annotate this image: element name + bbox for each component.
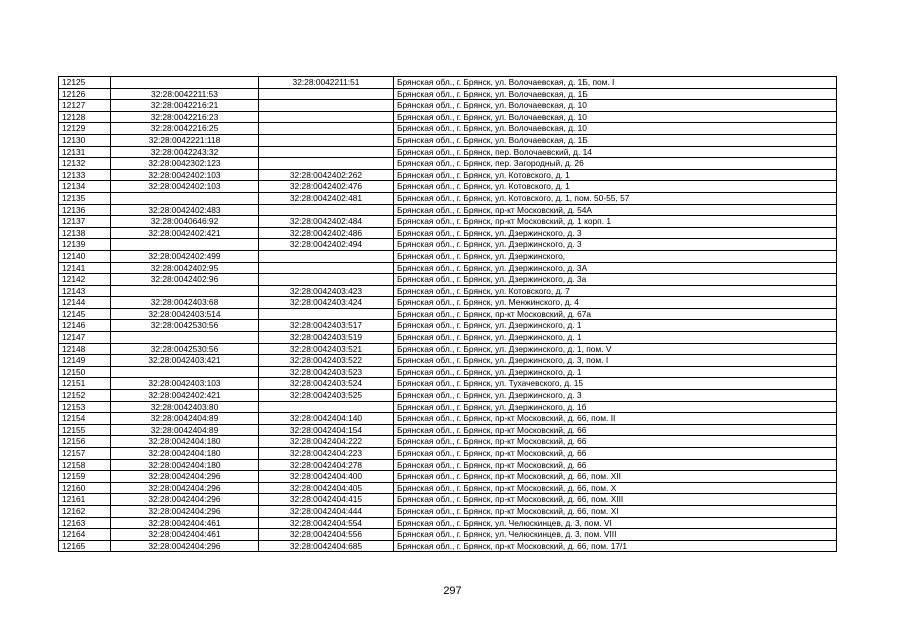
row-number-cell: 12151 [59,378,111,390]
building-cadastral-number-cell: 32:28:0042403:423 [259,285,394,297]
row-number-cell: 12154 [59,413,111,425]
building-cadastral-number-cell: 32:28:0042403:519 [259,332,394,344]
land-cadastral-number-cell [111,192,259,204]
land-cadastral-number-cell: 32:28:0042404:296 [111,494,259,506]
address-cell: Брянская обл., г. Брянск, ул. Дзержинского, [394,250,837,262]
table-row [59,192,837,204]
building-cadastral-number-cell: 32:28:0042404:405 [259,482,394,494]
land-cadastral-number-cell: 32:28:0040646:92 [111,216,259,228]
building-cadastral-number-cell [259,88,394,100]
building-cadastral-number-cell: 32:28:0042404:415 [259,494,394,506]
building-cadastral-number-cell: 32:28:0042404:154 [259,424,394,436]
address-cell: Брянская обл., г. Брянск, пр-кт Московский, д. 66, пом. XI [394,505,837,517]
table-row [59,343,837,355]
building-cadastral-number-cell [259,158,394,170]
land-cadastral-number-cell [111,285,259,297]
building-cadastral-number-cell: 32:28:0042404:556 [259,529,394,541]
address-cell: Брянская обл., г. Брянск, ул. Волочаевская, д. 1Б, пом. I [394,77,837,89]
building-cadastral-number-cell: 32:28:0042403:522 [259,355,394,367]
address-cell: Брянская обл., г. Брянск, ул. Дзержинского, д. 1 [394,366,837,378]
address-cell: Брянская обл., г. Брянск, пр-кт Московский, д. 67а [394,308,837,320]
address-cell: Брянская обл., г. Брянск, пр-кт Московский, д. 66 [394,436,837,448]
land-cadastral-number-cell: 32:28:0042404:180 [111,459,259,471]
address-cell: Брянская обл., г. Брянск, ул. Котовского, д. 1 [394,181,837,193]
land-cadastral-number-cell [111,332,259,344]
row-number-cell: 12134 [59,181,111,193]
table-row [59,285,837,297]
address-cell: Брянская обл., г. Брянск, пр-кт Московский, д. 66, пом. II [394,413,837,425]
table-row [59,216,837,228]
table-row [59,401,837,413]
table-row [59,448,837,460]
address-cell: Брянская обл., г. Брянск, пер. Загородный, д. 26 [394,158,837,170]
row-number-cell: 12138 [59,227,111,239]
land-cadastral-number-cell: 32:28:0042402:103 [111,181,259,193]
table-row [59,471,837,483]
address-cell: Брянская обл., г. Брянск, ул. Котовского, д. 7 [394,285,837,297]
row-number-cell: 12152 [59,390,111,402]
building-cadastral-number-cell: 32:28:0042404:278 [259,459,394,471]
row-number-cell: 12142 [59,274,111,286]
building-cadastral-number-cell [259,274,394,286]
table-row [59,158,837,170]
row-number-cell: 12158 [59,459,111,471]
land-cadastral-number-cell [111,239,259,251]
row-number-cell: 12153 [59,401,111,413]
land-cadastral-number-cell: 32:28:0042402:421 [111,227,259,239]
registry-table-body [59,77,837,552]
row-number-cell: 12149 [59,355,111,367]
land-cadastral-number-cell: 32:28:0042404:461 [111,517,259,529]
building-cadastral-number-cell: 32:28:0042403:517 [259,320,394,332]
land-cadastral-number-cell: 32:28:0042404:296 [111,540,259,552]
building-cadastral-number-cell [259,134,394,146]
table-row [59,540,837,552]
row-number-cell: 12163 [59,517,111,529]
land-cadastral-number-cell [111,366,259,378]
table-row [59,274,837,286]
land-cadastral-number-cell: 32:28:0042221:118 [111,134,259,146]
address-cell: Брянская обл., г. Брянск, ул. Дзержинского, д. 3, пом. I [394,355,837,367]
building-cadastral-number-cell [259,401,394,413]
building-cadastral-number-cell: 32:28:0042404:222 [259,436,394,448]
land-cadastral-number-cell: 32:28:0042404:180 [111,448,259,460]
address-cell: Брянская обл., г. Брянск, ул. Дзержинского, д. 3 [394,227,837,239]
table-row [59,262,837,274]
row-number-cell: 12139 [59,239,111,251]
table-row [59,390,837,402]
building-cadastral-number-cell: 32:28:0042404:400 [259,471,394,483]
land-cadastral-number-cell: 32:28:0042402:499 [111,250,259,262]
land-cadastral-number-cell: 32:28:0042404:89 [111,413,259,425]
row-number-cell: 12136 [59,204,111,216]
building-cadastral-number-cell [259,262,394,274]
land-cadastral-number-cell: 32:28:0042404:296 [111,505,259,517]
row-number-cell: 12162 [59,505,111,517]
row-number-cell: 12159 [59,471,111,483]
address-cell: Брянская обл., г. Брянск, пр-кт Московский, д. 66, пом. XII [394,471,837,483]
row-number-cell: 12145 [59,308,111,320]
row-number-cell: 12141 [59,262,111,274]
address-cell: Брянская обл., г. Брянск, ул. Челюскинцев, д. 3, пом. VIII [394,529,837,541]
building-cadastral-number-cell: 32:28:0042402:481 [259,192,394,204]
building-cadastral-number-cell: 32:28:0042403:424 [259,297,394,309]
land-cadastral-number-cell: 32:28:0042404:461 [111,529,259,541]
row-number-cell: 12127 [59,100,111,112]
address-cell: Брянская обл., г. Брянск, ул. Челюскинцев, д. 3, пом. VI [394,517,837,529]
row-number-cell: 12125 [59,77,111,89]
land-cadastral-number-cell [111,77,259,89]
land-cadastral-number-cell: 32:28:0042404:89 [111,424,259,436]
row-number-cell: 12131 [59,146,111,158]
table-row [59,181,837,193]
address-cell: Брянская обл., г. Брянск, пр-кт Московский, д. 66, пом. X [394,482,837,494]
row-number-cell: 12147 [59,332,111,344]
table-row [59,308,837,320]
land-cadastral-number-cell: 32:28:0042402:483 [111,204,259,216]
building-cadastral-number-cell: 32:28:0042402:486 [259,227,394,239]
table-row [59,424,837,436]
address-cell: Брянская обл., г. Брянск, пр-кт Московский, д. 66, пом. 17/1 [394,540,837,552]
row-number-cell: 12129 [59,123,111,135]
address-cell: Брянская обл., г. Брянск, пр-кт Московский, д. 66 [394,424,837,436]
address-cell: Брянская обл., г. Брянск, ул. Дзержинского, д. 3а [394,274,837,286]
table-row [59,378,837,390]
land-cadastral-number-cell: 32:28:0042402:95 [111,262,259,274]
building-cadastral-number-cell: 32:28:0042404:223 [259,448,394,460]
row-number-cell: 12143 [59,285,111,297]
address-cell: Брянская обл., г. Брянск, пр-кт Московский, д. 66, пом. XIII [394,494,837,506]
address-cell: Брянская обл., г. Брянск, ул. Дзержинского, д. 1б [394,401,837,413]
row-number-cell: 12165 [59,540,111,552]
property-registry-table [58,76,837,552]
address-cell: Брянская обл., г. Брянск, ул. Волочаевская, д. 1Б [394,134,837,146]
table-row [59,111,837,123]
table-row [59,227,837,239]
table-row [59,436,837,448]
address-cell: Брянская обл., г. Брянск, ул. Дзержинского, д. 3 [394,239,837,251]
land-cadastral-number-cell: 32:28:0042216:23 [111,111,259,123]
building-cadastral-number-cell: 32:28:0042403:525 [259,390,394,402]
table-row [59,482,837,494]
row-number-cell: 12140 [59,250,111,262]
row-number-cell: 12161 [59,494,111,506]
land-cadastral-number-cell: 32:28:0042403:103 [111,378,259,390]
building-cadastral-number-cell: 32:28:0042403:523 [259,366,394,378]
land-cadastral-number-cell: 32:28:0042216:25 [111,123,259,135]
row-number-cell: 12137 [59,216,111,228]
building-cadastral-number-cell: 32:28:0042404:554 [259,517,394,529]
address-cell: Брянская обл., г. Брянск, ул. Дзержинского, д. 3 [394,390,837,402]
table-row [59,100,837,112]
land-cadastral-number-cell: 32:28:0042403:421 [111,355,259,367]
building-cadastral-number-cell: 32:28:0042403:524 [259,378,394,390]
table-row [59,250,837,262]
row-number-cell: 12160 [59,482,111,494]
address-cell: Брянская обл., г. Брянск, пер. Волочаевский, д. 14 [394,146,837,158]
address-cell: Брянская обл., г. Брянск, ул. Дзержинского, д. 1 [394,332,837,344]
building-cadastral-number-cell: 32:28:0042404:685 [259,540,394,552]
table-row [59,239,837,251]
table-row [59,529,837,541]
page-number: 297 [443,585,462,597]
building-cadastral-number-cell: 32:28:0042402:484 [259,216,394,228]
building-cadastral-number-cell: 32:28:0042402:262 [259,169,394,181]
land-cadastral-number-cell: 32:28:0042211:53 [111,88,259,100]
land-cadastral-number-cell: 32:28:0042402:421 [111,390,259,402]
address-cell: Брянская обл., г. Брянск, ул. Менжинского, д. 4 [394,297,837,309]
table-row [59,88,837,100]
building-cadastral-number-cell [259,204,394,216]
address-cell: Брянская обл., г. Брянск, пр-кт Московский, д. 66 [394,459,837,471]
row-number-cell: 12144 [59,297,111,309]
address-cell: Брянская обл., г. Брянск, пр-кт Московский, д. 1 корп. 1 [394,216,837,228]
building-cadastral-number-cell: 32:28:0042402:476 [259,181,394,193]
building-cadastral-number-cell: 32:28:0042404:444 [259,505,394,517]
address-cell: Брянская обл., г. Брянск, ул. Волочаевская, д. 1Б [394,88,837,100]
building-cadastral-number-cell [259,111,394,123]
building-cadastral-number-cell [259,100,394,112]
table-row [59,169,837,181]
row-number-cell: 12148 [59,343,111,355]
address-cell: Брянская обл., г. Брянск, пр-кт Московский, д. 66 [394,448,837,460]
address-cell: Брянская обл., г. Брянск, ул. Волочаевская, д. 10 [394,111,837,123]
land-cadastral-number-cell: 32:28:0042404:296 [111,471,259,483]
land-cadastral-number-cell: 32:28:0042530:56 [111,343,259,355]
row-number-cell: 12126 [59,88,111,100]
building-cadastral-number-cell [259,250,394,262]
address-cell: Брянская обл., г. Брянск, пр-кт Московский, д. 54А [394,204,837,216]
table-row [59,77,837,89]
row-number-cell: 12150 [59,366,111,378]
building-cadastral-number-cell: 32:28:0042403:521 [259,343,394,355]
building-cadastral-number-cell: 32:28:0042404:140 [259,413,394,425]
land-cadastral-number-cell: 32:28:0042530:56 [111,320,259,332]
address-cell: Брянская обл., г. Брянск, ул. Дзержинского, д. 1, пом. V [394,343,837,355]
address-cell: Брянская обл., г. Брянск, ул. Дзержинского, д. 1 [394,320,837,332]
land-cadastral-number-cell: 32:28:0042404:296 [111,482,259,494]
address-cell: Брянская обл., г. Брянск, ул. Тухачевского, д. 15 [394,378,837,390]
address-cell: Брянская обл., г. Брянск, ул. Дзержинского, д. 3А [394,262,837,274]
table-row [59,123,837,135]
table-row [59,459,837,471]
address-cell: Брянская обл., г. Брянск, ул. Волочаевская, д. 10 [394,123,837,135]
row-number-cell: 12164 [59,529,111,541]
table-row [59,297,837,309]
table-row [59,204,837,216]
row-number-cell: 12157 [59,448,111,460]
row-number-cell: 12132 [59,158,111,170]
table-row [59,146,837,158]
address-cell: Брянская обл., г. Брянск, ул. Котовского, д. 1, пом. 50-55, 57 [394,192,837,204]
table-row [59,517,837,529]
building-cadastral-number-cell: 32:28:0042211:51 [259,77,394,89]
table-row [59,332,837,344]
building-cadastral-number-cell [259,146,394,158]
row-number-cell: 12135 [59,192,111,204]
table-row [59,355,837,367]
table-row [59,505,837,517]
building-cadastral-number-cell: 32:28:0042402:494 [259,239,394,251]
land-cadastral-number-cell: 32:28:0042403:80 [111,401,259,413]
table-row [59,494,837,506]
row-number-cell: 12130 [59,134,111,146]
row-number-cell: 12133 [59,169,111,181]
address-cell: Брянская обл., г. Брянск, ул. Волочаевская, д. 10 [394,100,837,112]
table-row [59,320,837,332]
land-cadastral-number-cell: 32:28:0042402:96 [111,274,259,286]
row-number-cell: 12156 [59,436,111,448]
table-row [59,366,837,378]
land-cadastral-number-cell: 32:28:0042403:514 [111,308,259,320]
table-row [59,413,837,425]
building-cadastral-number-cell [259,123,394,135]
land-cadastral-number-cell: 32:28:0042216:21 [111,100,259,112]
land-cadastral-number-cell: 32:28:0042403:68 [111,297,259,309]
building-cadastral-number-cell [259,308,394,320]
row-number-cell: 12128 [59,111,111,123]
land-cadastral-number-cell: 32:28:0042402:103 [111,169,259,181]
land-cadastral-number-cell: 32:28:0042243:32 [111,146,259,158]
land-cadastral-number-cell: 32:28:0042302:123 [111,158,259,170]
row-number-cell: 12146 [59,320,111,332]
land-cadastral-number-cell: 32:28:0042404:180 [111,436,259,448]
address-cell: Брянская обл., г. Брянск, ул. Котовского, д. 1 [394,169,837,181]
row-number-cell: 12155 [59,424,111,436]
table-row [59,134,837,146]
